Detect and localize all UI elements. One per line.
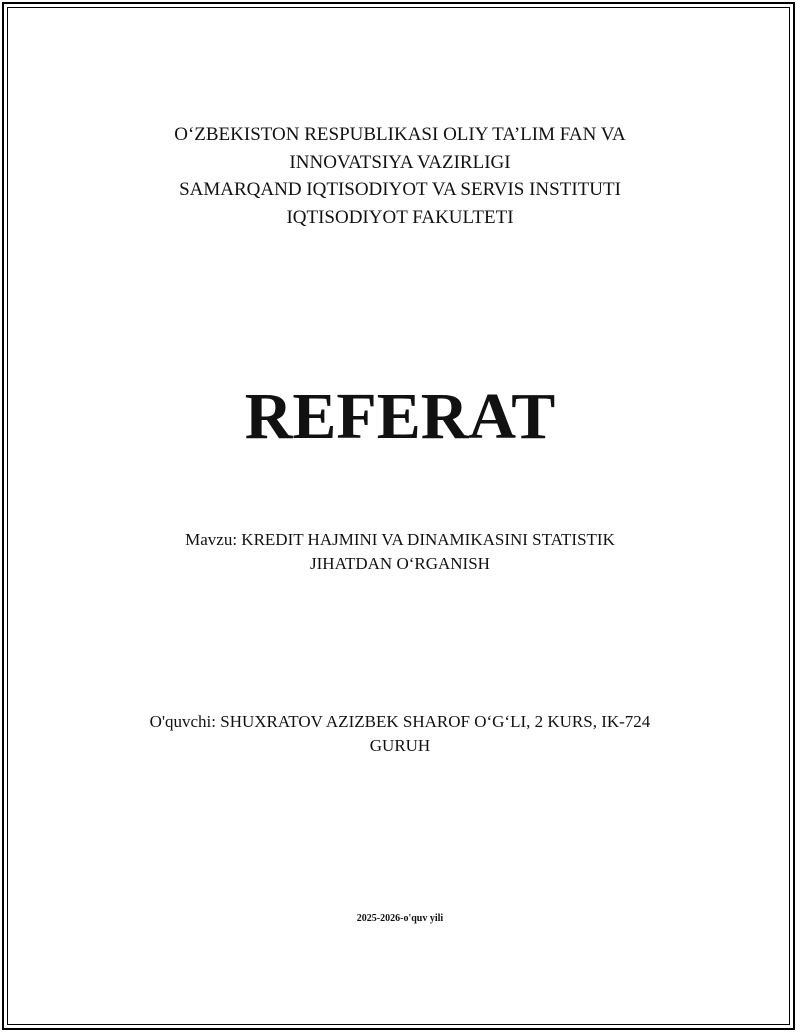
header-line: IQTISODIYOT FAKULTETI	[286, 206, 514, 228]
student-line: O'quvchi: SHUXRATOV AZIZBEK SHAROF O‘G‘LI, 2 KURS, IK-724	[149, 712, 651, 731]
header-line: O‘ZBEKISTON RESPUBLIKASI OLIY TA’LIM FAN VA	[174, 124, 626, 145]
topic-line: Mavzu: KREDIT HAJMINI VA DINAMIKASINI STATISTIK	[185, 530, 615, 549]
institution-header	[0, 121, 800, 231]
document-title: REFERAT	[244, 380, 556, 453]
academic-year: 2025-2026-o'quv yili	[356, 913, 444, 924]
header-line: SAMARQAND IQTISODIYOT VA SERVIS INSTITUTI	[179, 179, 621, 200]
student-block	[0, 710, 800, 757]
topic-line: JIHATDAN O‘RGANISH	[310, 553, 490, 573]
header-line: INNOVATSIYA VAZIRLIGI	[289, 151, 511, 173]
topic-block	[0, 528, 800, 575]
student-line: GURUH	[369, 735, 431, 755]
